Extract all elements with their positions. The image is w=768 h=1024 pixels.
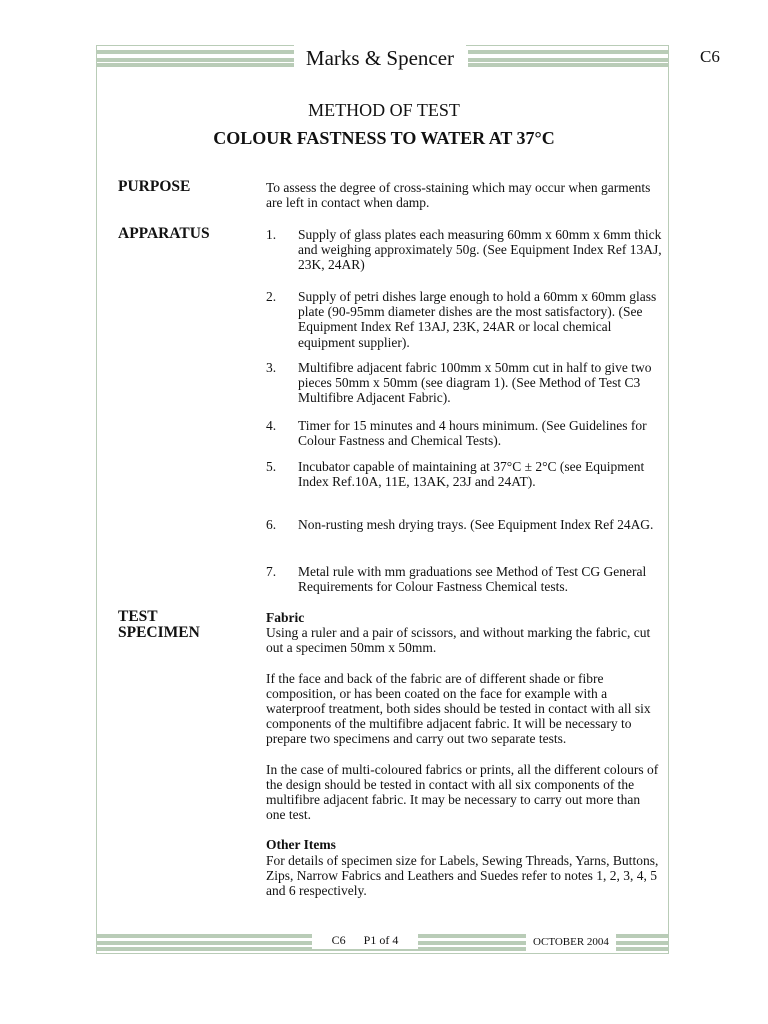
apparatus-item-number: 2.	[266, 289, 277, 304]
apparatus-label: APPARATUS	[118, 225, 210, 242]
fabric-paragraph: In the case of multi-coloured fabrics or prints, all the different colours of the design should be tested in contact with all six components of the multifibre adjacent fabric. It may be necessary to carry out more than one test.	[266, 761, 659, 823]
apparatus-item: Metal rule with mm graduations see Method of Test CG General Requirements for Colour Fastness Chemical tests.	[298, 564, 647, 595]
page-subtitle: COLOUR FASTNESS TO WATER AT 37°C	[213, 128, 555, 148]
header-stripe-left	[96, 50, 294, 54]
header-stripe-left	[96, 58, 294, 62]
specimen-label-line2: SPECIMEN	[118, 624, 200, 641]
apparatus-item-number: 1.	[266, 227, 277, 242]
footer-code: C6	[331, 933, 346, 947]
apparatus-item: Supply of glass plates each measuring 60mm x 60mm x 6mm thick and weighing approximately 50g. (See Equipment Index Ref 13AJ, 23K, 24AR)	[298, 227, 662, 273]
apparatus-item: Non-rusting mesh drying trays. (See Equipment Index Ref 24AG.	[298, 517, 654, 532]
purpose-label: PURPOSE	[118, 178, 191, 195]
other-items-paragraph: For details of specimen size for Labels, Sewing Threads, Yarns, Buttons, Zips, Narrow Fabrics and Leathers and Suedes refer to notes 1, 2, 3, 4, 5 and 6 respectively.	[266, 852, 659, 899]
footer-page-number: P1 of 4	[363, 933, 399, 947]
apparatus-item-number: 5.	[266, 459, 277, 474]
brand-name: Marks & Spencer	[294, 45, 466, 71]
fabric-heading: Fabric	[266, 610, 305, 625]
document-code: C6	[700, 47, 720, 66]
apparatus-item-number: 7.	[266, 564, 277, 579]
other-items-heading: Other Items	[266, 837, 336, 853]
header-stripe-left	[96, 63, 294, 67]
footer-page-info	[312, 931, 418, 949]
header-stripe-right	[468, 50, 669, 54]
apparatus-item-number: 6.	[266, 517, 277, 532]
fabric-paragraph: If the face and back of the fabric are of different shade or fibre composition, or has been coated on the face for example with a waterproof treatment, both sides should be tested in contact with all six components of the multifibre adjacent fabric. It will be necessary to prepare two specimens and carry out two separate tests.	[266, 670, 651, 747]
apparatus-item: Timer for 15 minutes and 4 hours minimum. (See Guidelines for Colour Fastness and Chemical Tests).	[298, 418, 647, 449]
specimen-body	[266, 610, 661, 913]
purpose-text: To assess the degree of cross-staining which may occur when garments are left in contact when damp.	[266, 180, 651, 211]
header-stripe-right	[468, 63, 669, 67]
footer-date: OCTOBER 2004	[526, 933, 616, 951]
specimen-label-line1: TEST	[118, 608, 158, 625]
apparatus-item: Supply of petri dishes large enough to hold a 60mm x 60mm glass plate (90-95mm diameter dishes are the most satisfactory). (See Equipment Index Ref 13AJ, 23K, 24AR or local chemical equipment supplier).	[298, 289, 657, 350]
fabric-paragraph: Using a ruler and a pair of scissors, and without marking the fabric, cut out a specimen 50mm x 50mm.	[266, 625, 651, 656]
specimen-label	[118, 609, 200, 641]
header-stripe-right	[468, 58, 669, 62]
apparatus-item: Multifibre adjacent fabric 100mm x 50mm cut in half to give two pieces 50mm x 50mm (see diagram 1). (See Method of Test C3 Multifibre Adjacent Fabric).	[298, 360, 652, 406]
apparatus-item: Incubator capable of maintaining at 37°C ± 2°C (see Equipment Index Ref.10A, 11E, 13AK, 23J and 24AT).	[298, 459, 645, 490]
apparatus-item-number: 4.	[266, 418, 277, 433]
apparatus-item-number: 3.	[266, 360, 277, 375]
page-title: METHOD OF TEST	[308, 100, 460, 120]
